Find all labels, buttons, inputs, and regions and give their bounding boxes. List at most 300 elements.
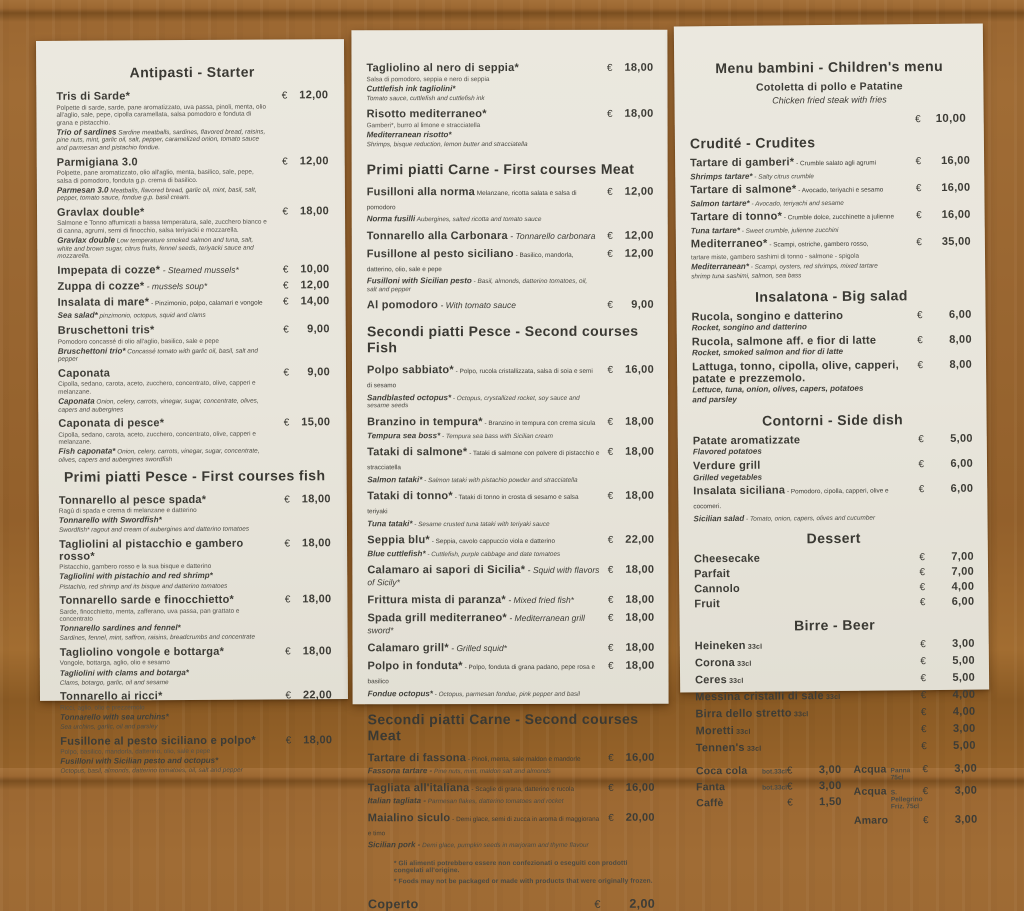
euro-sign: € [917,335,923,346]
price-amount: 9,00 [622,299,654,311]
item-price [923,785,978,798]
euro-sign: € [607,230,613,241]
euro-sign: € [921,707,927,718]
item-name: Tagliolini al pistacchio e gambero rosso* [59,537,285,562]
item-desc-lead: Tuna tartare* [691,226,740,235]
item-price [607,62,654,74]
item-inline-desc: - Pinoli, menta, sale maldon e mandorle [466,755,580,762]
item-price [916,182,971,195]
item-price [919,566,974,579]
price-amount: 3,00 [943,785,977,797]
euro-sign: € [920,597,926,608]
menu-section [693,411,974,524]
item-size: 33cl [735,661,752,668]
menu-item [57,205,329,261]
euro-sign: € [608,813,614,824]
item-desc-lead: Sicilian pork - [368,840,420,849]
menu-item [695,689,975,706]
price-amount: 18,00 [622,108,654,120]
price-amount: 18,00 [299,537,331,549]
drink-row [853,763,977,782]
menu-item [691,209,971,236]
menu-item [367,612,654,637]
euro-sign: € [920,582,926,593]
menu-item [692,308,972,333]
menu-item-row [59,593,331,607]
euro-sign: € [286,735,292,746]
section-title: Menu bambini - Children's menu [689,58,969,77]
menu-item-row [695,706,975,723]
item-price [283,323,330,335]
price-amount: 6,00 [939,483,973,495]
euro-sign: € [787,782,793,793]
item-desc [58,379,330,396]
item-desc [367,84,654,93]
euro-sign: € [282,206,288,217]
euro-sign: € [916,237,922,248]
item-price [917,333,972,346]
euro-sign: € [608,565,614,576]
item-desc-text: Concassé tomato with garlic oil, basil, salt and pepper [58,347,258,363]
item-desc-text: Swordfish* ragout and cream of aubergines and datterino tomatoes [59,526,249,534]
item-price [915,155,970,168]
price-amount: 12,00 [622,185,654,197]
price-amount: 16,00 [937,209,971,221]
price-amount: 9,00 [298,366,330,378]
item-desc [57,235,329,260]
price-amount: 18,00 [297,205,329,217]
item-name: Tonnarello alla Carbonara - Tonnarello carbonara [367,229,607,241]
price-amount: 18,00 [622,642,654,654]
drink-row [854,814,978,827]
euro-sign: € [608,752,614,763]
price-amount: 16,00 [623,751,655,763]
item-inline-desc: - Mediterranean grill sword* [367,613,584,635]
menu-item-row [57,155,329,169]
euro-sign: € [608,643,614,654]
item-price [787,780,842,793]
menu-item-row [57,205,329,219]
price-amount: 2,00 [623,897,655,911]
item-desc-text: shrimp tuna sashimi, salmon, sea bass [691,272,801,280]
item-desc-text: pinzimonio, octopus, squid and clams [98,312,206,320]
item-name: Verdure grill [693,458,919,472]
item-desc-lead: Blue cuttlefish* [367,549,425,558]
item-inline-desc: - Scaglie di grana, datterino e rucola [470,785,574,792]
euro-sign: € [283,280,289,291]
price-amount: 20,00 [623,811,655,823]
euro-sign: € [284,418,290,429]
menu-item [692,333,972,358]
euro-sign: € [285,646,291,657]
item-name: Bruschettoni tris* [58,323,284,336]
item-desc [368,841,655,850]
item-price [286,734,333,746]
drink-row [696,796,842,809]
menu-item [59,593,331,643]
item-price [607,185,654,197]
menu-item [693,433,973,458]
item-name: Seppia blu* - Seppia, cavolo cappuccio viola e datterino [367,534,607,548]
item-inline-desc: - With tomato sauce [438,300,516,310]
item-desc [60,722,332,731]
menu-item-row [367,594,654,607]
item-desc [58,337,330,346]
menu-item-row [691,209,971,226]
item-desc-text: Parmesan flakes, datterino tomatoes and rocket [426,798,563,805]
item-name: Cheesecake [694,551,920,565]
euro-sign: € [915,114,921,125]
item-desc-text: Sardine meatballs, sardines, flavored bread, raisins, pine nuts, mint, garlic oil, salt, pepper, caramelized onion, tomato sauce and parmesan and pistachio fondue. [57,128,266,151]
price-amount: 6,00 [940,596,974,608]
menu-item-row [693,433,973,448]
item-desc-text: Polpette di sarde, sarde, pane aromatizzato, uva passa, pinoli, menta, olio all'aglio, sale, pepe, cipolla caramellata, salsa pomodoro e fonduta di grana e pistacchio. [56,103,266,126]
item-price [923,814,978,827]
menu-item [695,638,975,655]
item-name: Calamaro grill* - Grilled squid* [367,642,607,654]
price-amount: 5,00 [941,672,975,684]
menu-item-row [690,182,970,199]
item-price [919,551,974,564]
menu-item-row [58,416,330,430]
menu-item [693,483,973,524]
price-amount: 7,00 [940,551,974,563]
item-desc-text: Salsa di pomodoro, seppia e nero di seppia [366,76,489,83]
menu-item-row [691,236,971,253]
item-name: Messina cristalli di sale 33cl [695,689,921,705]
item-desc [58,396,330,414]
section-title: Secondi piatti Carne - Second courses Meat [368,710,655,743]
menu-item [368,781,655,806]
euro-sign: € [921,690,927,701]
menu-item [58,366,330,414]
menu-item-row [57,263,329,277]
children-menu-dish: Cotoletta di pollo e Patatine [689,80,969,95]
item-desc-lead: Salmon tartare* [690,198,749,208]
section-title: Primi piatti Carne - First courses Meat [367,160,654,177]
item-inline-desc: - Basilico, mandorla, datterino, olio, sale e pepe [367,252,574,273]
item-desc-text: Pistacchio, gambero rosso e la sua bisque e datterino [59,563,211,571]
item-name: Caponata [58,366,284,379]
menu-section [59,467,333,776]
drinks-column-right [853,763,977,827]
euro-sign: € [920,656,926,667]
item-name: Tagliolino al nero di seppia* [366,62,606,74]
item-desc-lead: Lettuce, tuna, onion, olives, capers, potatoes [692,384,863,395]
item-price [920,596,975,609]
item-price [282,155,329,167]
item-desc-text: Low temperature smoked salmon and tuna, salt, white and brown sugar, citrus fruits, fennel seeds, teriyacki sauce and mozzarella. [57,237,253,260]
item-desc-text: - Avocado, teriyachi and sesame [750,199,844,207]
item-desc [58,430,330,447]
menu-panel-left [36,39,348,701]
drink-name: Caffè [696,797,758,810]
menu-item [58,323,330,363]
item-desc [367,94,654,102]
item-desc-text: Sea urchins, garlic, oil and parsley [60,723,157,731]
item-desc-text: tartare miste, gambero sashimi di tonno - salmone - spigola [691,253,859,262]
footnote-en: * Foods may not be packaged or made with products that were originally frozen. [394,878,655,885]
menu-item-row [60,689,332,703]
drink-size: S. Pellegrino Friz. 75cl [891,789,923,810]
menu-item-row [367,642,654,655]
item-desc-text: Octopus, basil, almonds, datterino tomatoes, oil, salt and pepper [60,767,242,775]
menu-item-row [367,247,654,276]
euro-sign: € [916,183,922,194]
price-amount: 12,00 [622,247,654,259]
item-inline-desc: - Tataki di tonno in crosta di sesamo e salsa teriyaki [367,494,578,515]
item-name: Tartare di fassona - Pinoli, menta, sale maldon e mandorle [368,751,608,765]
item-size: 33cl [734,729,751,736]
item-desc-lead: Tuna tataki* [367,519,412,528]
item-desc [367,519,654,528]
item-desc [59,582,331,591]
item-inline-desc: - Steamed mussels* [160,265,238,275]
item-desc [60,634,332,643]
price-amount: 14,00 [298,295,330,307]
menu-item [368,660,655,699]
menu-item-row [57,279,329,293]
menu-item [58,295,330,321]
item-price [283,279,330,291]
item-desc [60,668,332,678]
item-inline-desc: - Pinzimonio, polpo, calamari e vongole [149,299,262,307]
item-desc [60,756,332,766]
item-desc [59,525,331,534]
menu-section [691,286,972,405]
item-price [608,446,655,458]
item-name: Tonnarello ai ricci* [60,690,286,703]
price-amount: 3,00 [943,814,977,826]
item-desc-text: Pistachio, red shrimp and its bisque and datterino tomatoes [59,582,227,590]
price-amount: 4,00 [940,581,974,593]
menu-section [690,133,971,281]
item-name: Impepata di cozze* - Steamed mussels* [57,263,283,276]
item-name: Maialino siculo - Demi glace, semi di zucca in aroma di maggiorana e timo [368,812,608,840]
item-desc [60,712,332,722]
price-amount: 12,00 [297,279,329,291]
item-desc-lead: Fassona tartare - [368,766,432,775]
euro-sign: € [607,248,613,259]
price-amount: 3,00 [942,723,976,735]
drink-name: Acqua [854,786,887,798]
menu-item [367,534,654,559]
item-inline-desc: - Grilled squid* [449,643,507,653]
item-desc [59,607,331,624]
children-menu-dish-en: Chicken fried steak with fries [689,94,969,107]
euro-sign: € [923,815,929,826]
menu-item [694,581,974,596]
item-price [608,612,655,624]
euro-sign: € [607,300,613,311]
item-desc [368,797,655,806]
item-name: Tonnarello sarde e finocchietto* [59,594,285,607]
euro-sign: € [607,63,613,74]
price-amount: 18,00 [621,62,653,74]
item-desc-text: - Salmon tataki with pistachio powder and stracciatella [422,477,577,484]
menu-item-row [60,734,332,748]
item-desc [59,572,331,582]
drink-name: Coca cola [696,765,758,778]
price-amount: 12,00 [297,155,329,167]
drink-name: Amaro [854,815,888,827]
item-desc-lead: Fusilloni with Sicilian pesto and octopus* [60,756,218,766]
drinks-column-left [696,764,842,828]
item-price [922,763,977,776]
menu-item-row [367,299,654,312]
euro-sign: € [608,613,614,624]
item-desc [60,623,332,633]
price-amount: 10,00 [297,263,329,275]
price-amount: 12,00 [622,229,654,241]
euro-sign: € [787,766,793,777]
euro-sign: € [919,567,925,578]
item-desc-lead: Grilled vegetables [693,472,762,482]
menu-item-row [368,781,655,796]
item-name: Tataki di tonno* - Tataki di tonno in crosta di sesamo e salsa teriyaki [367,490,607,518]
menu-item-row [367,185,654,214]
item-name: Cannolo [694,581,920,595]
menu-item-row [368,811,655,840]
item-desc [60,766,332,775]
item-desc [367,141,654,149]
item-price [608,660,655,672]
menu-item [690,155,970,182]
item-desc-text: Pine nuts, mint, maldon salt and almonds [432,768,551,775]
item-desc [59,562,331,571]
drink-row [854,785,978,811]
menu-item [367,564,654,589]
item-desc-lead: Fish caponata* [58,447,115,456]
item-desc-text: - Salty citrus crumble [752,173,814,181]
price-amount: 4,00 [941,689,975,701]
euro-sign: € [282,90,288,101]
item-price [920,638,975,651]
item-desc [59,506,331,515]
item-desc-text: Meatballs, flavored bread, garlic oil, mint, basil, salt, pepper, tomato sauce, fondue g.p. basil cream. [57,186,257,202]
item-price [285,593,332,605]
item-desc-text: Salmone e Tonno affumicati a bassa temperatura, sale, zucchero bianco e di canna, agrumi, semi di finocchio, salsa teriyacki e mozzarella. [57,219,267,235]
item-price [917,358,972,371]
item-inline-desc: - Tonnarello carbonara [508,231,596,241]
item-desc [60,659,332,668]
price-amount: 5,00 [941,655,975,667]
item-desc-lead: Rocket, songino and datterino [692,322,807,332]
item-price [918,433,973,446]
item-desc-lead: and parsley [692,395,737,404]
section-title: Secondi piatti Pesce - Second courses Fish [367,323,654,356]
section-title: Contorni - Side dish [693,411,973,430]
menu-item-row [695,689,975,706]
item-desc-lead: Tonnarello with sea urchins* [60,712,169,722]
euro-sign: € [916,210,922,221]
item-price [607,299,654,311]
item-desc [367,394,654,411]
item-name: Rucola, salmone aff. e fior di latte [692,334,918,348]
item-price [918,458,973,471]
euro-sign: € [608,782,614,793]
price-amount: 5,00 [939,433,973,445]
price-amount: 3,00 [807,764,841,776]
menu-item-row [693,483,973,514]
menu-item [367,364,654,410]
item-inline-desc: - Crumble dolce, zucchinette a julienne [782,214,894,222]
menu-item-row [695,655,975,672]
menu-item-row [693,458,973,473]
euro-sign: € [283,324,289,335]
item-desc-text: - Octopus, crystallized rocket, soy sauce and sesame seeds [367,395,580,410]
item-name: Heineken 33cl [695,638,921,654]
menu-item [367,108,654,149]
menu-section [366,62,653,149]
item-desc [367,122,654,130]
item-inline-desc: - Tataki di salmone con polvere di pistacchio e stracciatella [367,450,599,471]
item-name: Calamaro ai sapori di Sicilia* - Squid with flavors of Sicily* [367,564,607,588]
menu-item-row [692,308,972,323]
item-name: Zuppa di cozze* - mussels soup* [57,279,283,292]
item-desc [692,347,972,358]
item-size: 33cl [745,746,762,753]
drink-size: Panna 75cl [891,767,923,781]
item-desc-lead: Parmesan 3.0 [57,185,109,194]
item-desc [691,271,971,281]
item-price [917,308,972,321]
menu-item-row [696,740,976,757]
price-amount: 16,00 [623,781,655,793]
menu-item [60,689,332,731]
item-desc [693,446,973,457]
section-title: Dessert [694,529,974,548]
price-amount: 18,00 [300,645,332,657]
menu-item-row [695,672,975,689]
item-desc [693,471,973,482]
menu-footnotes [368,860,655,911]
item-desc-lead: Cuttlefish ink tagliolini* [367,84,456,93]
euro-sign: € [919,484,925,495]
item-desc [366,75,653,83]
menu-item [693,458,973,483]
item-inline-desc: - mussels soup* [144,281,207,291]
item-desc-lead: Tonnarello sardines and fennel* [60,623,181,633]
menu-item [695,672,975,689]
euro-sign: € [607,186,613,197]
item-desc [690,170,970,181]
menu-item [60,734,332,776]
euro-sign: € [921,724,927,735]
menu-item-row [58,295,330,311]
item-desc-text: - Scampi, oysters, red shrimps, mixed tartare [749,262,878,270]
item-price [283,263,330,275]
menu-item-row [56,89,328,103]
item-inline-desc: - Demi glace, semi di zucca in aroma di maggiorana e timo [368,816,599,837]
menu-item [367,185,654,224]
price-amount: 15,00 [298,416,330,428]
cover-charge [368,897,655,911]
menu-item [695,706,975,723]
item-name: Fusillone al pesto siciliano - Basilico, mandorla, datterino, olio, sale e pepe [367,247,607,275]
item-desc [694,512,974,523]
item-name: Rucola, songino e datterino [692,309,918,323]
menu-section [367,160,654,311]
item-name: Insalata siciliana - Pomodoro, cipolla, capperi, olive e cocomeri. [693,483,919,513]
menu-section [367,323,655,699]
item-price [282,89,329,101]
euro-sign: € [284,538,290,549]
item-price [921,689,976,702]
item-desc [58,311,330,321]
item-name: Risotto mediterraneo* [367,108,607,120]
item-price [787,796,842,809]
